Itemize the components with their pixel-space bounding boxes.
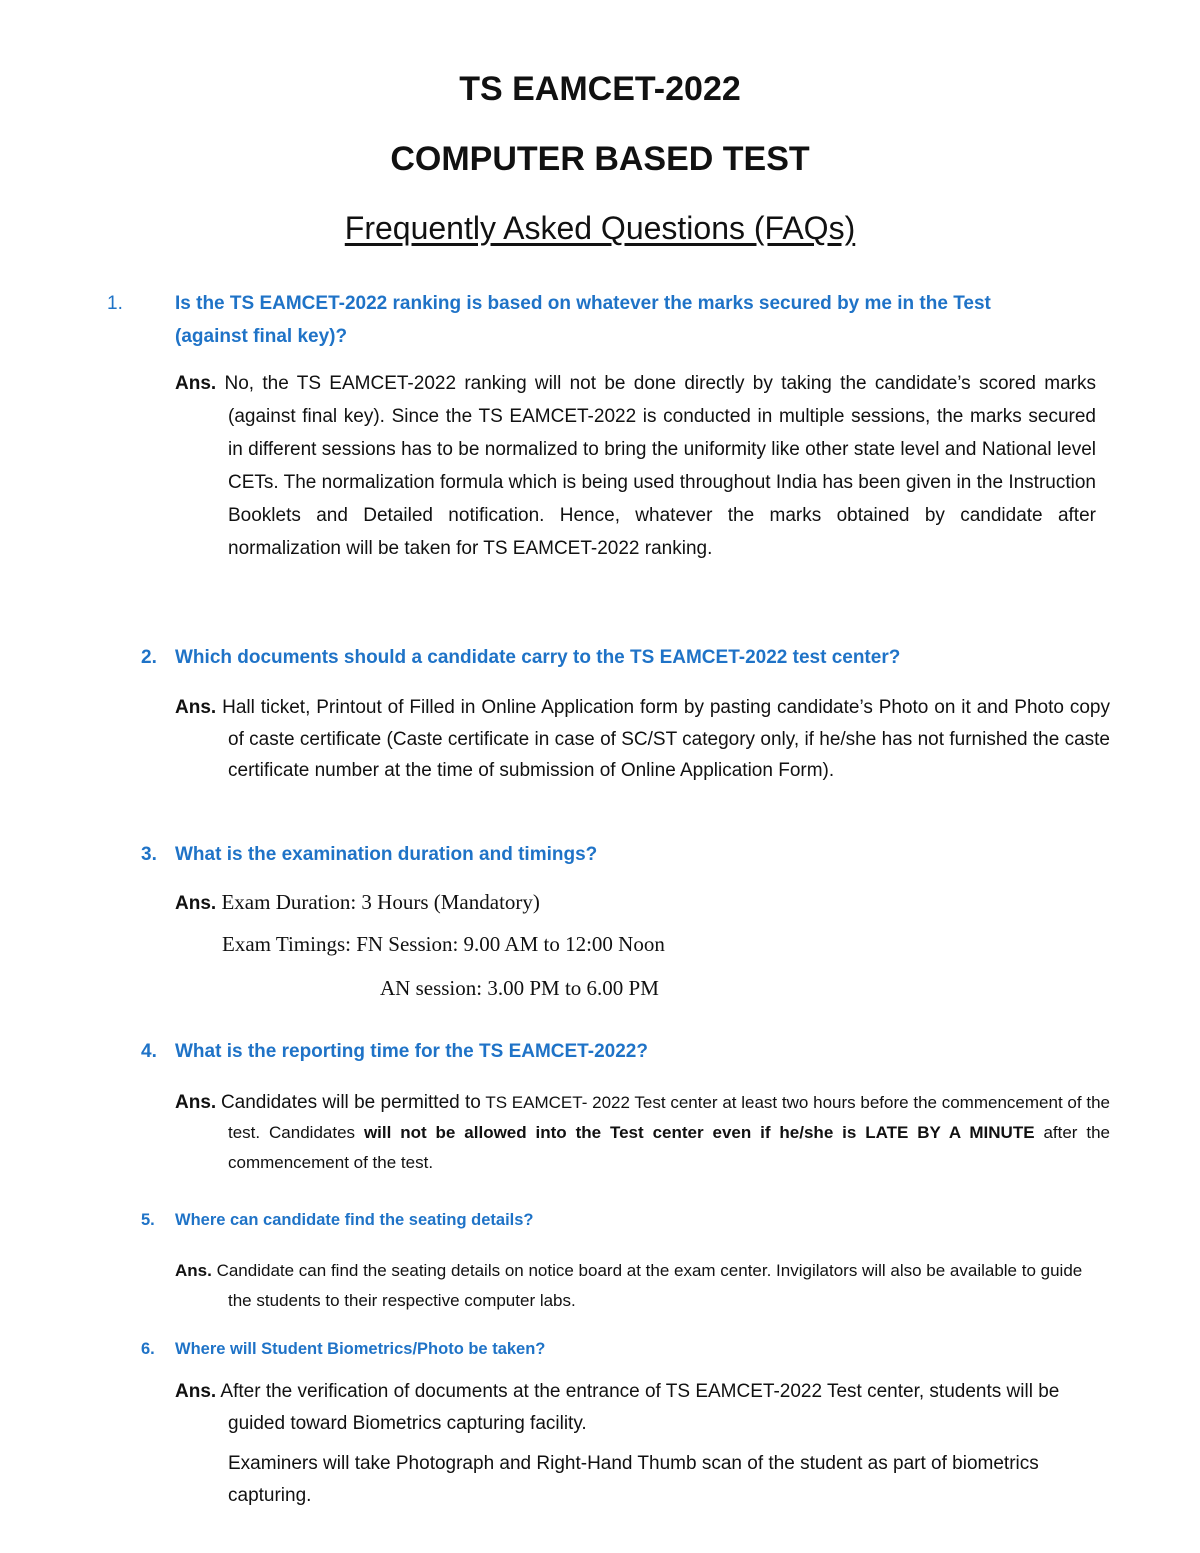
document-title: TS EAMCET-2022 (459, 70, 741, 108)
faq-answer-text: No, the TS EAMCET-2022 ranking will not be done directly by taking the candidate’s scored marks (against final key). Since the TS EAMCET-2022 is conducted in multiple sessions, the marks secured in different sessions has to be normalized to bring the uniformity like other state level and National level CETs. The normalization formula which is being used throughout India has been given in the Instruction Booklets and Detailed notification. Hence, whatever the marks obtained by candidate after normalization will be taken for TS EAMCET-2022 ranking. (224, 373, 1096, 559)
faq-answer-6 (175, 1376, 1108, 1440)
faq-question-text: Which documents should a candidate carry to the TS EAMCET-2022 test center? (175, 647, 901, 668)
faq-answer-1 (175, 367, 1096, 565)
exam-timings-fn: Exam Timings: FN Session: 9.00 AM to 12:00 Noon (222, 932, 665, 956)
faq-answer-3 (175, 886, 1055, 920)
faq-question-text: Where can candidate find the seating details? (175, 1211, 534, 1229)
faq-number: 4. (141, 1041, 157, 1062)
exam-timings-an: AN session: 3.00 PM to 6.00 PM (380, 976, 659, 1000)
faq-number: 2. (141, 647, 157, 668)
ans-label: Ans. (175, 893, 217, 914)
faq-heading: Frequently Asked Questions (FAQs) (344, 210, 856, 246)
faq-question-1 (107, 287, 1041, 353)
faq-question-4 (141, 1035, 1081, 1068)
faq-question-6 (141, 1333, 1081, 1366)
faq-answer-emphasis: will not be allowed into the Test center even if he/she is LATE BY A MINUTE (363, 1123, 1035, 1142)
faq-answer-text: Candidate can find the seating details on notice board at the exam center. Invigilators will also be available to guide the students to their respective computer labs. (216, 1261, 1083, 1310)
faq-answer-4 (175, 1088, 1110, 1178)
faq-answer-2 (175, 692, 1110, 787)
document-subtitle: COMPUTER BASED TEST (390, 140, 810, 178)
faq-answer-text: TS EAMCET- 2022 Test center at least two hours before the commencement of the test. Candidates (228, 1093, 1110, 1142)
faq-question-3 (141, 838, 1081, 871)
faq-answer-5 (175, 1256, 1088, 1316)
ans-label: Ans. (175, 1261, 212, 1280)
faq-number: 6. (141, 1340, 155, 1358)
faq-question-text: What is the reporting time for the TS EAMCET-2022? (175, 1041, 648, 1062)
faq-answer-text: Candidates will be permitted to (220, 1092, 481, 1113)
faq-question-2 (141, 641, 1081, 674)
faq-question-text: What is the examination duration and timings? (175, 844, 598, 865)
ans-label: Ans. (175, 697, 217, 718)
faq-answer-6-extra: Examiners will take Photograph and Right-Hand Thumb scan of the student as part of biometrics capturing. (228, 1453, 1039, 1506)
faq-question-text: Is the TS EAMCET-2022 ranking is based on whatever the marks secured by me in the Test (against final key)? (175, 293, 991, 347)
faq-question-text: Where will Student Biometrics/Photo be taken? (175, 1340, 546, 1358)
faq-number: 5. (141, 1211, 155, 1229)
faq-number: 3. (141, 844, 157, 865)
ans-label: Ans. (175, 1092, 217, 1113)
faq-number: 1. (107, 293, 123, 314)
faq-answer-text: after the commencement of the test. (228, 1123, 1110, 1172)
exam-duration: Exam Duration: 3 Hours (Mandatory) (221, 890, 540, 914)
faq-question-5 (141, 1204, 1081, 1237)
ans-label: Ans. (175, 373, 217, 394)
faq-answer-text: Hall ticket, Printout of Filled in Online Application form by pasting candidate’s Photo on it and Photo copy of caste certificate (Caste certificate in case of SC/ST category only, if he/she has not furnished the caste certificate number at the time of submission of Online Application Form). (222, 697, 1110, 781)
ans-label: Ans. (175, 1381, 217, 1402)
faq-answer-text: After the verification of documents at the entrance of TS EAMCET-2022 Test center, students will be guided toward Biometrics capturing facility. (220, 1381, 1060, 1434)
